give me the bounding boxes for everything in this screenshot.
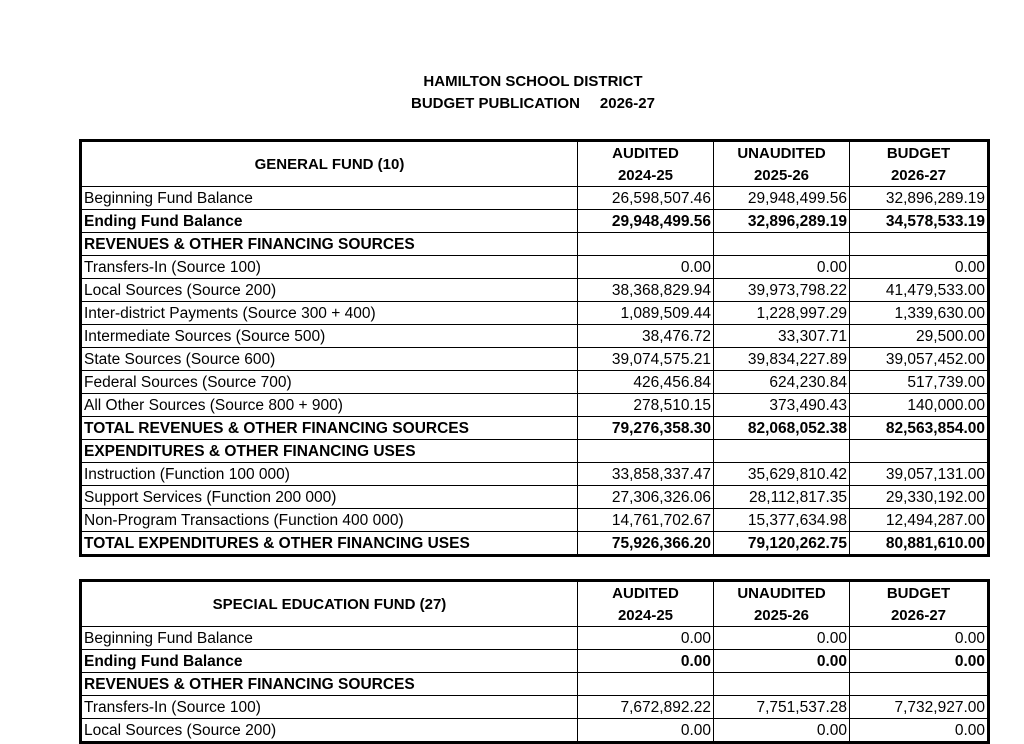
section-label: REVENUES & OTHER FINANCING SOURCES	[81, 233, 578, 256]
section-header-row	[81, 233, 989, 256]
cell-value	[578, 233, 714, 256]
column-header: UNAUDITED	[714, 581, 850, 605]
cell-value: 0.00	[850, 719, 989, 743]
table-row	[81, 210, 989, 233]
general-fund-table	[79, 139, 990, 557]
column-header: BUDGET	[850, 141, 989, 165]
table-row	[81, 650, 989, 673]
cell-value: 79,120,262.75	[714, 532, 850, 556]
section-header-row	[81, 440, 989, 463]
cell-value: 1,228,997.29	[714, 302, 850, 325]
cell-value: 38,368,829.94	[578, 279, 714, 302]
row-label: Non-Program Transactions (Function 400 000)	[81, 509, 578, 532]
cell-value: 0.00	[714, 719, 850, 743]
table-row	[81, 256, 989, 279]
section-label: REVENUES & OTHER FINANCING SOURCES	[81, 673, 578, 696]
cell-value: 82,563,854.00	[850, 417, 989, 440]
row-label: TOTAL EXPENDITURES & OTHER FINANCING USES	[81, 532, 578, 556]
cell-value: 33,858,337.47	[578, 463, 714, 486]
table-row	[81, 394, 989, 417]
cell-value: 14,761,702.67	[578, 509, 714, 532]
row-label: Ending Fund Balance	[81, 210, 578, 233]
cell-value: 0.00	[714, 650, 850, 673]
table-row	[81, 719, 989, 743]
cell-value: 7,672,892.22	[578, 696, 714, 719]
cell-value: 1,089,509.44	[578, 302, 714, 325]
table-row	[81, 486, 989, 509]
row-label: State Sources (Source 600)	[81, 348, 578, 371]
cell-value	[850, 673, 989, 696]
row-label: Local Sources (Source 200)	[81, 719, 578, 743]
column-year: 2026-27	[850, 604, 989, 627]
row-label: All Other Sources (Source 800 + 900)	[81, 394, 578, 417]
cell-value: 278,510.15	[578, 394, 714, 417]
table-row	[81, 463, 989, 486]
row-label: Transfers-In (Source 100)	[81, 696, 578, 719]
table-row	[81, 627, 989, 650]
cell-value: 80,881,610.00	[850, 532, 989, 556]
table-header-row	[81, 581, 989, 605]
cell-value: 34,578,533.19	[850, 210, 989, 233]
column-header: AUDITED	[578, 141, 714, 165]
row-label: Instruction (Function 100 000)	[81, 463, 578, 486]
cell-value: 7,751,537.28	[714, 696, 850, 719]
table-row	[81, 325, 989, 348]
cell-value: 426,456.84	[578, 371, 714, 394]
column-header: UNAUDITED	[714, 141, 850, 165]
cell-value: 75,926,366.20	[578, 532, 714, 556]
cell-value	[578, 673, 714, 696]
total-row	[81, 532, 989, 556]
table-row	[81, 187, 989, 210]
column-header: BUDGET	[850, 581, 989, 605]
table-row	[81, 696, 989, 719]
column-year: 2026-27	[850, 164, 989, 187]
cell-value: 39,834,227.89	[714, 348, 850, 371]
cell-value: 32,896,289.19	[850, 187, 989, 210]
cell-value	[714, 673, 850, 696]
cell-value: 35,629,810.42	[714, 463, 850, 486]
row-label: TOTAL REVENUES & OTHER FINANCING SOURCES	[81, 417, 578, 440]
fund-name: SPECIAL EDUCATION FUND (27)	[81, 581, 578, 627]
row-label: Transfers-In (Source 100)	[81, 256, 578, 279]
cell-value: 0.00	[850, 627, 989, 650]
column-year: 2024-25	[578, 164, 714, 187]
table-row	[81, 348, 989, 371]
cell-value: 28,112,817.35	[714, 486, 850, 509]
cell-value: 79,276,358.30	[578, 417, 714, 440]
table-row	[81, 371, 989, 394]
cell-value: 0.00	[578, 627, 714, 650]
table-row	[81, 302, 989, 325]
cell-value: 82,068,052.38	[714, 417, 850, 440]
cell-value	[714, 440, 850, 463]
cell-value: 39,973,798.22	[714, 279, 850, 302]
cell-value	[714, 233, 850, 256]
fund-name: GENERAL FUND (10)	[81, 141, 578, 187]
cell-value: 0.00	[714, 627, 850, 650]
cell-value: 1,339,630.00	[850, 302, 989, 325]
cell-value: 12,494,287.00	[850, 509, 989, 532]
row-label: Beginning Fund Balance	[81, 187, 578, 210]
cell-value: 29,500.00	[850, 325, 989, 348]
cell-value: 0.00	[578, 650, 714, 673]
publication-label: BUDGET PUBLICATION	[411, 95, 580, 112]
cell-value: 29,948,499.56	[714, 187, 850, 210]
cell-value: 624,230.84	[714, 371, 850, 394]
cell-value	[578, 440, 714, 463]
column-year: 2025-26	[714, 164, 850, 187]
cell-value: 373,490.43	[714, 394, 850, 417]
cell-value: 33,307.71	[714, 325, 850, 348]
cell-value: 29,330,192.00	[850, 486, 989, 509]
row-label: Beginning Fund Balance	[81, 627, 578, 650]
row-label: Federal Sources (Source 700)	[81, 371, 578, 394]
cell-value: 39,074,575.21	[578, 348, 714, 371]
publication-year: 2026-27	[599, 95, 655, 112]
cell-value: 41,479,533.00	[850, 279, 989, 302]
cell-value: 39,057,131.00	[850, 463, 989, 486]
cell-value: 27,306,326.06	[578, 486, 714, 509]
table-header-row	[81, 141, 989, 165]
cell-value: 38,476.72	[578, 325, 714, 348]
table-row	[81, 509, 989, 532]
publication-title	[0, 93, 1024, 115]
cell-value	[850, 233, 989, 256]
table-row	[81, 279, 989, 302]
column-header: AUDITED	[578, 581, 714, 605]
district-title: HAMILTON SCHOOL DISTRICT	[423, 73, 643, 90]
cell-value: 32,896,289.19	[714, 210, 850, 233]
cell-value: 140,000.00	[850, 394, 989, 417]
cell-value: 0.00	[714, 256, 850, 279]
row-label: Inter-district Payments (Source 300 + 400)	[81, 302, 578, 325]
cell-value: 39,057,452.00	[850, 348, 989, 371]
cell-value: 0.00	[578, 256, 714, 279]
cell-value: 517,739.00	[850, 371, 989, 394]
total-row	[81, 417, 989, 440]
section-label: EXPENDITURES & OTHER FINANCING USES	[81, 440, 578, 463]
cell-value: 29,948,499.56	[578, 210, 714, 233]
row-label: Support Services (Function 200 000)	[81, 486, 578, 509]
cell-value: 15,377,634.98	[714, 509, 850, 532]
cell-value: 0.00	[850, 650, 989, 673]
row-label: Ending Fund Balance	[81, 650, 578, 673]
cell-value	[850, 440, 989, 463]
cell-value: 0.00	[850, 256, 989, 279]
column-year: 2024-25	[578, 604, 714, 627]
section-header-row	[81, 673, 989, 696]
cell-value: 7,732,927.00	[850, 696, 989, 719]
cell-value: 26,598,507.46	[578, 187, 714, 210]
column-year: 2025-26	[714, 604, 850, 627]
row-label: Intermediate Sources (Source 500)	[81, 325, 578, 348]
special-education-fund-table	[79, 579, 990, 744]
row-label: Local Sources (Source 200)	[81, 279, 578, 302]
cell-value: 0.00	[578, 719, 714, 743]
